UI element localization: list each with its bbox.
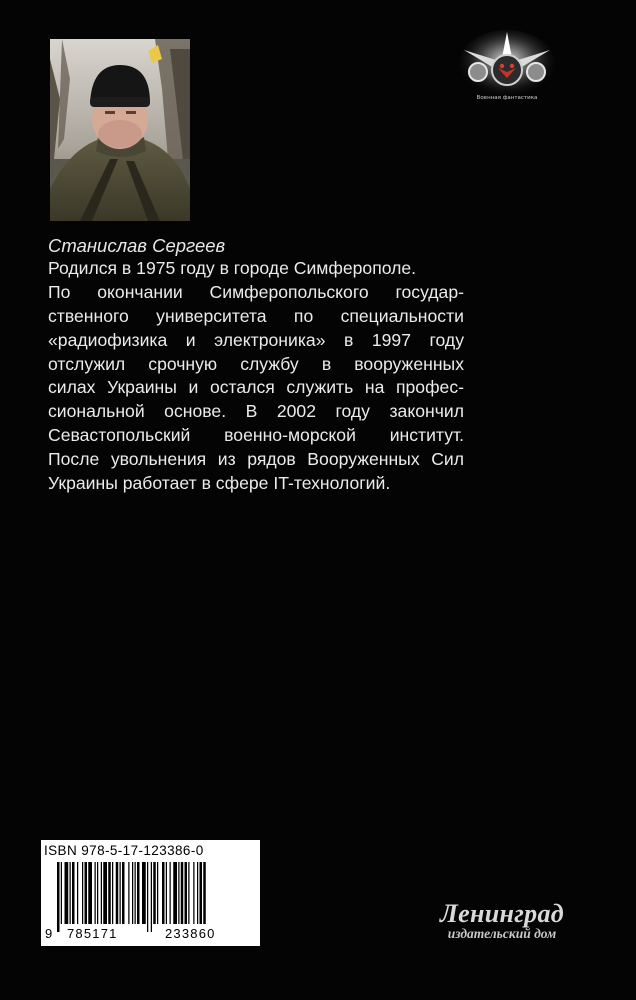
barcode-bar (166, 862, 167, 924)
series-logo-caption: Военная фантастика (476, 95, 538, 101)
barcode-bar (61, 862, 62, 924)
bio-line: отслужил срочную службу в вооруженных (48, 353, 464, 374)
barcode-bar (142, 862, 146, 924)
barcode-bar (120, 862, 121, 924)
publisher-logo (422, 900, 582, 952)
barcode-digits-left: 785171 (67, 926, 118, 941)
bio-line: По окончании Симферопольского государ- (48, 281, 464, 302)
barcode-bar (57, 862, 60, 932)
barcode-bar (70, 862, 71, 924)
barcode-bar (132, 862, 133, 924)
isbn-label: ISBN 978-5-17-123386-0 (44, 843, 204, 858)
barcode-bar (203, 862, 206, 924)
author-name: Станислав Сергеев (48, 235, 226, 256)
barcode-bar (147, 862, 148, 932)
barcode-bar (135, 862, 136, 924)
barcode-bar (153, 862, 156, 924)
barcode-digits-right: 233860 (165, 926, 216, 941)
bio-line: После увольнения из рядов Вооруженных Сил (48, 449, 464, 470)
publisher-name: Ленинград (440, 899, 564, 928)
barcode-bar (108, 862, 111, 924)
barcode-bar (181, 862, 184, 924)
bio-line: Украины работает в сфере IT-технологий. (48, 473, 391, 494)
barcode-bar (77, 862, 78, 924)
barcode-bar (162, 862, 165, 924)
barcode-bar (178, 862, 179, 924)
barcode-bar (97, 862, 98, 924)
barcode-bar (95, 862, 96, 924)
isbn-barcode (41, 840, 260, 946)
barcode-bar (151, 862, 152, 932)
author-photo (50, 39, 190, 221)
barcode-digit-first: 9 (45, 926, 54, 941)
bio-line: сиональной основе. В 2002 году закончил (48, 401, 464, 422)
publisher-subtitle: издательский дом (447, 926, 557, 941)
barcode-bar (88, 862, 92, 924)
barcode-bar (200, 862, 203, 924)
bio-line: «радиофизика и электроника» в 1997 году (48, 329, 464, 350)
author-biography (48, 257, 464, 496)
barcode-bar (188, 862, 189, 924)
barcode-bar (122, 862, 125, 924)
barcode-bar (185, 862, 188, 924)
barcode-bar (103, 862, 107, 924)
barcode-bar (137, 862, 140, 924)
barcode-bar (193, 862, 194, 924)
barcode-bar (197, 862, 198, 924)
barcode-bar (170, 862, 171, 924)
author-photo-image (50, 39, 190, 221)
bio-line: силах Украины и остался служить на профес- (48, 377, 464, 398)
barcode-bar (157, 862, 158, 924)
barcode-bar (128, 862, 129, 924)
barcode-bar (72, 862, 75, 924)
bio-line: ственного университета по специальности (48, 305, 464, 326)
bio-line: Родился в 1975 году в городе Симферополе. (48, 258, 417, 278)
barcode-bar (173, 862, 177, 924)
series-logo (456, 28, 558, 108)
barcode-bar (82, 862, 83, 924)
bio-line: Севастопольский военно-морской институт. (48, 425, 464, 446)
barcode-bar (112, 862, 113, 924)
barcode-bar (116, 862, 119, 924)
barcode-bar (65, 862, 69, 924)
barcode-bar (85, 862, 88, 924)
barcode-bar (101, 862, 102, 924)
